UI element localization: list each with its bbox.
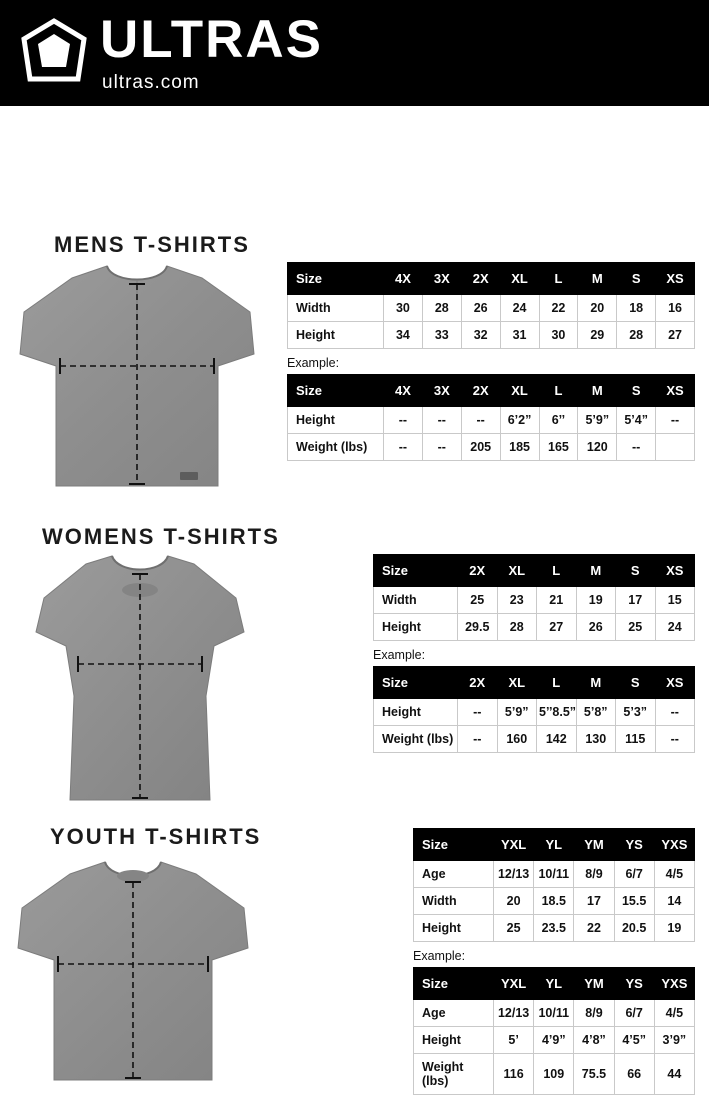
cell: 20	[578, 295, 617, 322]
col-header: S	[616, 555, 656, 587]
mens-section-title: MENS T-SHIRTS	[54, 232, 250, 257]
cell: 25	[616, 614, 656, 641]
mens-size-table-block	[287, 262, 695, 349]
col-header: Size	[288, 375, 384, 407]
womens-section-title: WOMENS T-SHIRTS	[42, 524, 280, 549]
col-header: L	[537, 555, 577, 587]
table-row	[374, 699, 695, 726]
cell: 10/11	[534, 861, 574, 888]
col-header: YXS	[654, 829, 694, 861]
cell: 33	[422, 322, 461, 349]
cell: 75.5	[574, 1054, 614, 1095]
row-label: Weight (lbs)	[374, 726, 458, 753]
page-header	[0, 0, 709, 106]
col-header: YS	[614, 968, 654, 1000]
cell: 120	[578, 434, 617, 461]
brand-website: ultras.com	[102, 71, 200, 93]
col-header: M	[576, 555, 616, 587]
cell: 5’4”	[617, 407, 656, 434]
table-header-row	[374, 667, 695, 699]
mens-tshirt-illustration	[12, 258, 262, 498]
col-header: L	[537, 667, 577, 699]
table-row	[414, 915, 695, 942]
cell: 27	[537, 614, 577, 641]
col-header: XL	[497, 555, 537, 587]
col-header: Size	[288, 263, 384, 295]
col-header: Size	[414, 829, 494, 861]
row-label: Height	[288, 407, 384, 434]
mens-example-label: Example:	[287, 356, 340, 370]
cell: 130	[576, 726, 616, 753]
cell: 10/11	[534, 1000, 574, 1027]
row-label: Width	[374, 587, 458, 614]
col-header: Size	[374, 667, 458, 699]
table-row	[288, 322, 695, 349]
col-header: 3X	[422, 375, 461, 407]
col-header: YXL	[494, 829, 534, 861]
cell: 30	[384, 295, 423, 322]
cell: 18	[617, 295, 656, 322]
cell: 8/9	[574, 861, 614, 888]
cell: --	[384, 407, 423, 434]
cell: 6/7	[614, 861, 654, 888]
col-header: M	[578, 263, 617, 295]
cell: 22	[574, 915, 614, 942]
col-header: M	[578, 375, 617, 407]
cell: 34	[384, 322, 423, 349]
col-header: 2X	[461, 375, 500, 407]
youth-tables	[413, 828, 695, 1095]
cell: 109	[534, 1054, 574, 1095]
table-row	[374, 726, 695, 753]
table-header-row	[414, 968, 695, 1000]
youth-example-label: Example:	[413, 949, 466, 963]
table-row	[374, 614, 695, 641]
table-row	[414, 861, 695, 888]
cell: 5’9”	[578, 407, 617, 434]
cell: --	[656, 407, 695, 434]
mens-size-table	[287, 262, 695, 349]
cell: 6’2”	[500, 407, 539, 434]
cell: 21	[537, 587, 577, 614]
cell: 5’’8.5”	[537, 699, 577, 726]
womens-example-table-block	[373, 666, 695, 753]
cell: --	[458, 726, 498, 753]
col-header: L	[539, 375, 578, 407]
cell: 23	[497, 587, 537, 614]
cell: 205	[461, 434, 500, 461]
col-header: 2X	[461, 263, 500, 295]
col-header: XL	[500, 375, 539, 407]
cell: 5’8”	[576, 699, 616, 726]
cell: 160	[497, 726, 537, 753]
cell: --	[458, 699, 498, 726]
col-header: 2X	[458, 555, 498, 587]
cell: 24	[655, 614, 695, 641]
womens-tshirt-illustration	[30, 546, 250, 816]
cell: 8/9	[574, 1000, 614, 1027]
col-header: YL	[534, 829, 574, 861]
cell: 28	[617, 322, 656, 349]
col-header: YXL	[494, 968, 534, 1000]
cell: 29	[578, 322, 617, 349]
youth-example-table	[413, 967, 695, 1095]
cell: 18.5	[534, 888, 574, 915]
col-header: YM	[574, 968, 614, 1000]
cell: 20	[494, 888, 534, 915]
cell: 185	[500, 434, 539, 461]
cell: 30	[539, 322, 578, 349]
mens-example-table-block	[287, 374, 695, 461]
cell: 20.5	[614, 915, 654, 942]
cell: 5’3”	[616, 699, 656, 726]
cell: 6/7	[614, 1000, 654, 1027]
col-header: M	[576, 667, 616, 699]
col-header: XS	[655, 555, 695, 587]
cell: 115	[616, 726, 656, 753]
womens-size-table	[373, 554, 695, 641]
table-header-row	[374, 555, 695, 587]
table-row	[288, 434, 695, 461]
col-header: S	[617, 263, 656, 295]
cell: 4/5	[654, 861, 694, 888]
col-header: YXS	[654, 968, 694, 1000]
col-header: XS	[656, 263, 695, 295]
row-label: Age	[414, 861, 494, 888]
mens-example-table	[287, 374, 695, 461]
youth-size-table	[413, 828, 695, 942]
row-label: Width	[414, 888, 494, 915]
cell: 4’5”	[614, 1027, 654, 1054]
table-header-row	[288, 375, 695, 407]
cell: 4’9”	[534, 1027, 574, 1054]
cell: 4/5	[654, 1000, 694, 1027]
cell: 12/13	[494, 861, 534, 888]
col-header: YM	[574, 829, 614, 861]
cell: 165	[539, 434, 578, 461]
cell: 14	[654, 888, 694, 915]
womens-example-label: Example:	[373, 648, 426, 662]
col-header: 3X	[422, 263, 461, 295]
cell: 15	[655, 587, 695, 614]
cell: 32	[461, 322, 500, 349]
cell: --	[655, 699, 695, 726]
row-label: Height	[374, 614, 458, 641]
table-row	[414, 1027, 695, 1054]
cell: 4’8”	[574, 1027, 614, 1054]
cell: 22	[539, 295, 578, 322]
cell: --	[384, 434, 423, 461]
col-header: YS	[614, 829, 654, 861]
cell: 15.5	[614, 888, 654, 915]
table-row	[374, 587, 695, 614]
col-header: XS	[656, 375, 695, 407]
cell: 17	[616, 587, 656, 614]
brand-name: ULTRAS	[100, 9, 323, 69]
col-header: Size	[374, 555, 458, 587]
col-header: 2X	[458, 667, 498, 699]
cell: 142	[537, 726, 577, 753]
table-row	[288, 407, 695, 434]
col-header: 4X	[384, 263, 423, 295]
cell: 6’’	[539, 407, 578, 434]
youth-section-title: YOUTH T-SHIRTS	[50, 824, 262, 849]
col-header: S	[617, 375, 656, 407]
row-label: Weight (lbs)	[414, 1054, 494, 1095]
cell: --	[617, 434, 656, 461]
row-label: Age	[414, 1000, 494, 1027]
cell: --	[422, 434, 461, 461]
cell: 19	[654, 915, 694, 942]
cell: 26	[576, 614, 616, 641]
cell: --	[461, 407, 500, 434]
col-header: S	[616, 667, 656, 699]
row-label: Height	[414, 1027, 494, 1054]
table-row	[414, 1000, 695, 1027]
womens-size-table-block	[373, 554, 695, 641]
table-row	[288, 295, 695, 322]
cell: 17	[574, 888, 614, 915]
cell: 116	[494, 1054, 534, 1095]
cell: 29.5	[458, 614, 498, 641]
row-label: Height	[374, 699, 458, 726]
womens-tables	[373, 554, 695, 753]
cell: 5’	[494, 1027, 534, 1054]
col-header: Size	[414, 968, 494, 1000]
cell	[656, 434, 695, 461]
cell: 5’9”	[497, 699, 537, 726]
youth-size-table-block	[413, 828, 695, 942]
mens-tables	[287, 262, 695, 461]
cell: 26	[461, 295, 500, 322]
cell: 28	[422, 295, 461, 322]
cell: 66	[614, 1054, 654, 1095]
womens-example-table	[373, 666, 695, 753]
cell: 16	[656, 295, 695, 322]
col-header: L	[539, 263, 578, 295]
table-row	[414, 1054, 695, 1095]
col-header: YL	[534, 968, 574, 1000]
cell: 23.5	[534, 915, 574, 942]
col-header: 4X	[384, 375, 423, 407]
cell: --	[655, 726, 695, 753]
table-header-row	[288, 263, 695, 295]
cell: 19	[576, 587, 616, 614]
table-header-row	[414, 829, 695, 861]
cell: 27	[656, 322, 695, 349]
cell: 24	[500, 295, 539, 322]
cell: 28	[497, 614, 537, 641]
cell: 3’9”	[654, 1027, 694, 1054]
table-row	[414, 888, 695, 915]
youth-tshirt-illustration	[8, 854, 258, 1099]
row-label: Height	[414, 915, 494, 942]
cell: 25	[494, 915, 534, 942]
cell: --	[422, 407, 461, 434]
col-header: XL	[497, 667, 537, 699]
youth-example-table-block	[413, 967, 695, 1095]
col-header: XS	[655, 667, 695, 699]
cell: 12/13	[494, 1000, 534, 1027]
row-label: Width	[288, 295, 384, 322]
cell: 25	[458, 587, 498, 614]
col-header: XL	[500, 263, 539, 295]
row-label: Height	[288, 322, 384, 349]
pentagon-shield-logo-icon	[18, 17, 90, 89]
row-label: Weight (lbs)	[288, 434, 384, 461]
cell: 44	[654, 1054, 694, 1095]
cell: 31	[500, 322, 539, 349]
